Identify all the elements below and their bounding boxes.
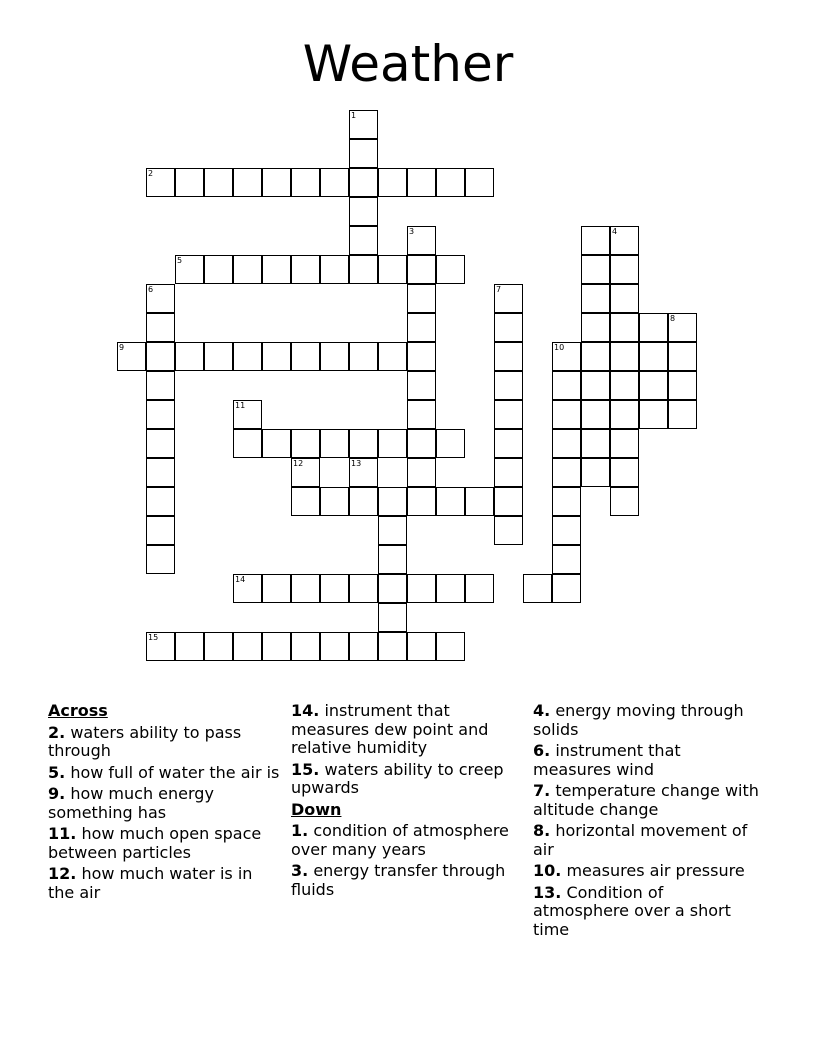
grid-cell[interactable]	[494, 371, 523, 400]
grid-cell[interactable]	[146, 632, 175, 661]
grid-cell[interactable]	[639, 371, 668, 400]
grid-cell[interactable]	[146, 168, 175, 197]
grid-cell[interactable]	[146, 487, 175, 516]
grid-cell[interactable]	[117, 342, 146, 371]
grid-cell[interactable]	[407, 284, 436, 313]
grid-cell[interactable]	[465, 487, 494, 516]
grid-cell[interactable]	[610, 487, 639, 516]
grid-cell[interactable]	[146, 400, 175, 429]
grid-cell[interactable]	[552, 342, 581, 371]
grid-cell[interactable]	[175, 342, 204, 371]
grid-cell[interactable]	[581, 400, 610, 429]
grid-cell[interactable]	[552, 516, 581, 545]
grid-cell[interactable]	[291, 255, 320, 284]
grid-cell[interactable]	[581, 429, 610, 458]
grid-cell[interactable]	[349, 110, 378, 139]
grid-cell[interactable]	[349, 458, 378, 487]
grid-cell[interactable]	[494, 284, 523, 313]
grid-cell[interactable]	[349, 255, 378, 284]
clue-across-14: 14. instrument that measures dew point and relative humidity	[291, 701, 489, 757]
grid-cell[interactable]	[494, 458, 523, 487]
grid-cell[interactable]	[349, 632, 378, 661]
grid-cell[interactable]	[436, 487, 465, 516]
grid-cell[interactable]	[552, 371, 581, 400]
grid-cell[interactable]	[262, 429, 291, 458]
grid-cell[interactable]	[378, 168, 407, 197]
grid-cell[interactable]	[581, 226, 610, 255]
clue-down-6: 6. instrument that measures wind	[533, 741, 681, 779]
across-heading: Across	[48, 701, 108, 720]
clue-number: 10	[554, 343, 565, 352]
grid-cell[interactable]	[436, 255, 465, 284]
grid-cell[interactable]	[204, 342, 233, 371]
grid-cell[interactable]	[378, 429, 407, 458]
page-title: Weather	[302, 35, 514, 93]
grid-cell[interactable]	[146, 545, 175, 574]
grid-cell[interactable]	[465, 168, 494, 197]
grid-cell[interactable]	[349, 487, 378, 516]
clue-column-1	[48, 702, 283, 905]
grid-cell[interactable]	[407, 168, 436, 197]
grid-cell[interactable]	[407, 226, 436, 255]
grid-cell[interactable]	[233, 632, 262, 661]
grid-cell[interactable]	[291, 458, 320, 487]
clue-down-1: 1. condition of atmosphere over many years	[291, 821, 509, 859]
grid-cell[interactable]	[233, 429, 262, 458]
clue-number: 13	[351, 459, 362, 468]
grid-cell[interactable]	[320, 574, 349, 603]
grid-cell[interactable]	[407, 400, 436, 429]
grid-cell[interactable]	[291, 487, 320, 516]
grid-cell[interactable]	[204, 632, 233, 661]
clue-column-3	[533, 702, 763, 942]
grid-cell[interactable]	[610, 371, 639, 400]
grid-cell[interactable]	[146, 371, 175, 400]
grid-cell[interactable]	[407, 342, 436, 371]
grid-cell[interactable]	[291, 342, 320, 371]
grid-cell[interactable]	[639, 313, 668, 342]
grid-cell[interactable]	[407, 313, 436, 342]
grid-cell[interactable]	[146, 458, 175, 487]
grid-cell[interactable]	[378, 603, 407, 632]
grid-cell[interactable]	[639, 342, 668, 371]
grid-cell[interactable]	[175, 255, 204, 284]
grid-cell[interactable]	[262, 342, 291, 371]
grid-cell[interactable]	[610, 429, 639, 458]
grid-cell[interactable]	[407, 371, 436, 400]
grid-cell[interactable]	[610, 226, 639, 255]
grid-cell[interactable]	[494, 400, 523, 429]
clue-number: 12	[293, 459, 304, 468]
grid-cell[interactable]	[552, 487, 581, 516]
grid-cell[interactable]	[262, 632, 291, 661]
grid-cell[interactable]	[610, 255, 639, 284]
grid-cell[interactable]	[378, 632, 407, 661]
grid-cell[interactable]	[233, 400, 262, 429]
grid-cell[interactable]	[233, 574, 262, 603]
grid-cell[interactable]	[320, 255, 349, 284]
grid-cell[interactable]	[146, 516, 175, 545]
clue-number: 7	[496, 285, 502, 294]
grid-cell[interactable]	[146, 429, 175, 458]
clue-down-3: 3. energy transfer through fluids	[291, 861, 506, 899]
clue-down-8: 8. horizontal movement of air	[533, 821, 748, 859]
clue-down-10: 10. measures air pressure	[533, 861, 745, 880]
grid-cell[interactable]	[320, 632, 349, 661]
clue-number: 3	[409, 227, 415, 236]
grid-cell[interactable]	[407, 458, 436, 487]
clue-across-15: 15. waters ability to creep upwards	[291, 759, 504, 797]
grid-cell[interactable]	[407, 574, 436, 603]
grid-cell[interactable]	[610, 313, 639, 342]
grid-cell[interactable]	[436, 574, 465, 603]
grid-cell[interactable]	[668, 342, 697, 371]
grid-cell[interactable]	[291, 632, 320, 661]
grid-cell[interactable]	[494, 429, 523, 458]
grid-cell[interactable]	[233, 255, 262, 284]
grid-cell[interactable]	[262, 255, 291, 284]
grid-cell[interactable]	[349, 342, 378, 371]
grid-cell[interactable]	[552, 545, 581, 574]
clue-down-4: 4. energy moving through solids	[533, 701, 744, 739]
clue-number: 2	[148, 169, 154, 178]
grid-cell[interactable]	[291, 168, 320, 197]
grid-cell[interactable]	[581, 255, 610, 284]
grid-cell[interactable]	[349, 168, 378, 197]
grid-cell[interactable]	[320, 342, 349, 371]
grid-cell[interactable]	[378, 487, 407, 516]
clue-number: 1	[351, 111, 357, 120]
grid-cell[interactable]	[494, 313, 523, 342]
grid-cell[interactable]	[523, 574, 552, 603]
grid-cell[interactable]	[175, 632, 204, 661]
grid-cell[interactable]	[494, 516, 523, 545]
grid-cell[interactable]	[436, 632, 465, 661]
grid-cell[interactable]	[581, 284, 610, 313]
grid-cell[interactable]	[175, 168, 204, 197]
clue-column-2	[291, 702, 526, 902]
clue-number: 5	[177, 256, 183, 265]
grid-cell[interactable]	[378, 255, 407, 284]
grid-cell[interactable]	[639, 400, 668, 429]
clue-across-2: 2. waters ability to pass through	[48, 722, 242, 760]
grid-cell[interactable]	[581, 458, 610, 487]
grid-cell[interactable]	[378, 545, 407, 574]
grid-cell[interactable]	[262, 168, 291, 197]
grid-cell[interactable]	[552, 574, 581, 603]
grid-cell[interactable]	[552, 429, 581, 458]
clue-number: 15	[148, 633, 159, 642]
grid-cell[interactable]	[552, 400, 581, 429]
grid-cell[interactable]	[581, 342, 610, 371]
grid-cell[interactable]	[146, 342, 175, 371]
clue-down-13: 13. Condition of atmosphere over a short time	[533, 882, 731, 939]
grid-cell[interactable]	[668, 371, 697, 400]
grid-cell[interactable]	[349, 139, 378, 168]
down-heading: Down	[291, 799, 342, 819]
grid-cell[interactable]	[581, 313, 610, 342]
grid-cell[interactable]	[610, 400, 639, 429]
clue-number: 4	[612, 227, 618, 236]
grid-cell[interactable]	[233, 168, 262, 197]
grid-cell[interactable]	[378, 516, 407, 545]
clue-across-11: 11. how much open space between particles	[48, 824, 262, 862]
grid-cell[interactable]	[494, 342, 523, 371]
grid-cell[interactable]	[668, 313, 697, 342]
grid-cell[interactable]	[552, 458, 581, 487]
grid-cell[interactable]	[262, 574, 291, 603]
grid-cell[interactable]	[610, 342, 639, 371]
clue-number: 8	[670, 314, 676, 323]
grid-cell[interactable]	[146, 284, 175, 313]
grid-cell[interactable]	[233, 342, 262, 371]
grid-cell[interactable]	[204, 255, 233, 284]
grid-cell[interactable]	[378, 574, 407, 603]
grid-cell[interactable]	[320, 487, 349, 516]
grid-cell[interactable]	[407, 632, 436, 661]
grid-cell[interactable]	[407, 487, 436, 516]
grid-cell[interactable]	[349, 226, 378, 255]
grid-cell[interactable]	[610, 458, 639, 487]
clue-number: 6	[148, 285, 154, 294]
grid-cell[interactable]	[146, 313, 175, 342]
grid-cell[interactable]	[610, 284, 639, 313]
grid-cell[interactable]	[320, 429, 349, 458]
grid-cell[interactable]	[378, 342, 407, 371]
grid-cell[interactable]	[668, 400, 697, 429]
grid-cell[interactable]	[349, 197, 378, 226]
grid-cell[interactable]	[320, 168, 349, 197]
grid-cell[interactable]	[436, 168, 465, 197]
grid-cell[interactable]	[291, 574, 320, 603]
clue-across-12: 12. how much water is in the air	[48, 864, 253, 902]
clue-across-5: 5. how full of water the air is	[48, 762, 280, 782]
grid-cell[interactable]	[581, 371, 610, 400]
grid-cell[interactable]	[349, 574, 378, 603]
grid-cell[interactable]	[494, 487, 523, 516]
grid-cell[interactable]	[407, 255, 436, 284]
clue-number: 9	[119, 343, 125, 352]
clue-across-9: 9. how much energy something has	[48, 784, 214, 822]
clue-number: 14	[235, 575, 246, 584]
clue-down-7: 7. temperature change with altitude change	[533, 781, 759, 819]
grid-cell[interactable]	[291, 429, 320, 458]
grid-cell[interactable]	[436, 429, 465, 458]
clue-number: 11	[235, 401, 246, 410]
grid-cell[interactable]	[204, 168, 233, 197]
grid-cell[interactable]	[407, 429, 436, 458]
grid-cell[interactable]	[349, 429, 378, 458]
grid-cell[interactable]	[465, 574, 494, 603]
